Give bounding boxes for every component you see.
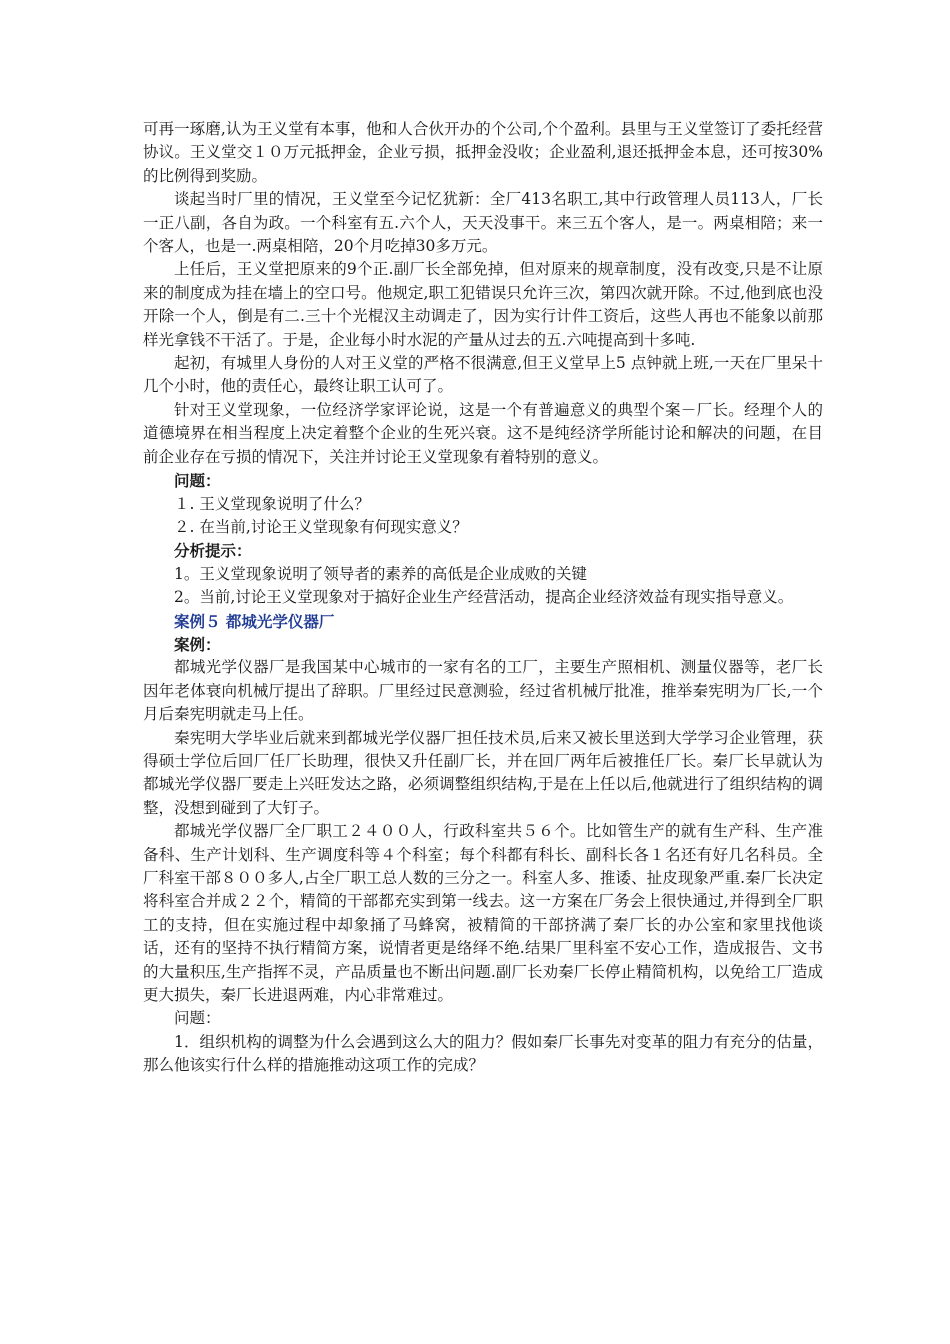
case-5-question-1: 1．组织机构的调整为什么会遇到这么大的阻力？假如秦厂长事先对变革的阻力有充分的估量，那么他该实行什么样的措施推动这项工作的完成？ [143, 1032, 823, 1075]
paragraph-factory-situation: 谈起当时厂里的情况，王义堂至今记忆犹新：全厂413名职工,其中行政管理人员113人，厂长一正八副，各自为政。一个科室有五.六个人，天天没事干。来三五个客人，是一。两桌相陪；来一个客人，也是一.两桌相陪，20个月吃掉30多万元。 [143, 190, 823, 256]
paragraph-after-taking-office: 上任后，王义堂把原来的9个正.副厂长全部免掉，但对原来的规章制度，没有改变,只是不让原来的制度成为挂在墙上的空口号。他规定,职工犯错误只允许三次，第四次就开除。不过,他到底也没开除一个人，倒是有二.三十个光棍汉主动调走了，因为实行计件工资后，这些人再也不能象以前那样光拿钱不干活了。于是，企业每小时水泥的产量从过去的五.六吨提高到十多吨. [143, 260, 823, 349]
hint-1: 1。王义堂现象说明了领导者的素养的高低是企业成败的关键 [174, 564, 587, 583]
paragraph-contract: 可再一琢磨,认为王义堂有本事，他和人合伙开办的个公司,个个盈利。县里与王义堂签订了委托经营协议。王义堂交１０万元抵押金，企业亏损，抵押金没收；企业盈利,退还抵押金本息，还可按30%的比例得到奖励。 [143, 120, 823, 185]
question-2: ２. 在当前,讨论王义堂现象有何现实意义？ [174, 517, 468, 536]
case-label: 案例： [174, 634, 221, 654]
questions-label-2: 问题： [174, 1009, 221, 1028]
analysis-hints-heading: 分析提示： [174, 541, 252, 561]
paragraph-initially: 起初，有城里人身份的人对王义堂的严格不很满意,但王义堂早上5 点钟就上班,一天在厂里呆十几个小时，他的责任心，最终让职工认可了。 [143, 354, 823, 396]
paragraph-restructuring: 都城光学仪器厂全厂职工２４００人，行政科室共５６个。比如管生产的就有生产科、生产准备科、生产计划科、生产调度科等４个科室；每个科都有科长、副科长各１名还有好几名科员。全厂科室干部８００多人,占全厂职工总人数的三分之一。科室人多、推诿、扯皮现象严重.秦厂长决定将科室合并成２２个，精简的干部都充实到第一线去。这一方案在厂务会上很快通过,并得到全厂职工的支持，但在实施过程中却象捅了马蜂窝，被精简的干部挤满了秦厂长的办公室和家里找他谈话，还有的坚持不执行精简方案，说情者更是络绎不绝.结果厂里科室不安心工作，造成报告、文书的大量积压,生产指挥不灵，产品质量也不断出问题.副厂长劝秦厂长停止精简机构，以免给工厂造成更大损失，秦厂长进退两难，内心非常难过。 [143, 822, 823, 1005]
question-1: １. 王义堂现象说明了什么？ [174, 494, 370, 513]
document-body [143, 118, 823, 1078]
case-5-title: 案例５ 都城光学仪器厂 [174, 611, 335, 631]
questions-heading: 问题： [174, 471, 221, 491]
paragraph-qin-background: 秦宪明大学毕业后就来到都城光学仪器厂担任技术员,后来又被长里送到大学学习企业管理，获得硕士学位后回厂任厂长助理，很快又升任副厂长，并在回厂两年后被推任厂长。秦厂长早就认为都城光学仪器厂要走上兴旺发达之路，必须调整组织结构,于是在上任以后,他就进行了组织结构的调整，没想到碰到了大钉子。 [143, 728, 823, 817]
hint-2: 2。当前,讨论王义堂现象对于搞好企业生产经营活动，提高企业经济效益有现实指导意义。 [174, 588, 794, 607]
paragraph-factory-intro: 都城光学仪器厂是我国某中心城市的一家有名的工厂，主要生产照相机、测量仪器等，老厂长因年老体衰向机械厅提出了辞职。厂里经过民意测验，经过省机械厅批准，推举秦宪明为厂长,一个月后秦宪明就走马上任。 [143, 658, 823, 724]
paragraph-economist-comment: 针对王义堂现象，一位经济学家评论说，这是一个有普遍意义的典型个案－厂长。经理个人的道德境界在相当程度上决定着整个企业的生死兴衰。这不是纯经济学所能讨论和解决的问题，在目前企业存在亏损的情况下，关注并讨论王义堂现象有着特别的意义。 [143, 400, 823, 466]
